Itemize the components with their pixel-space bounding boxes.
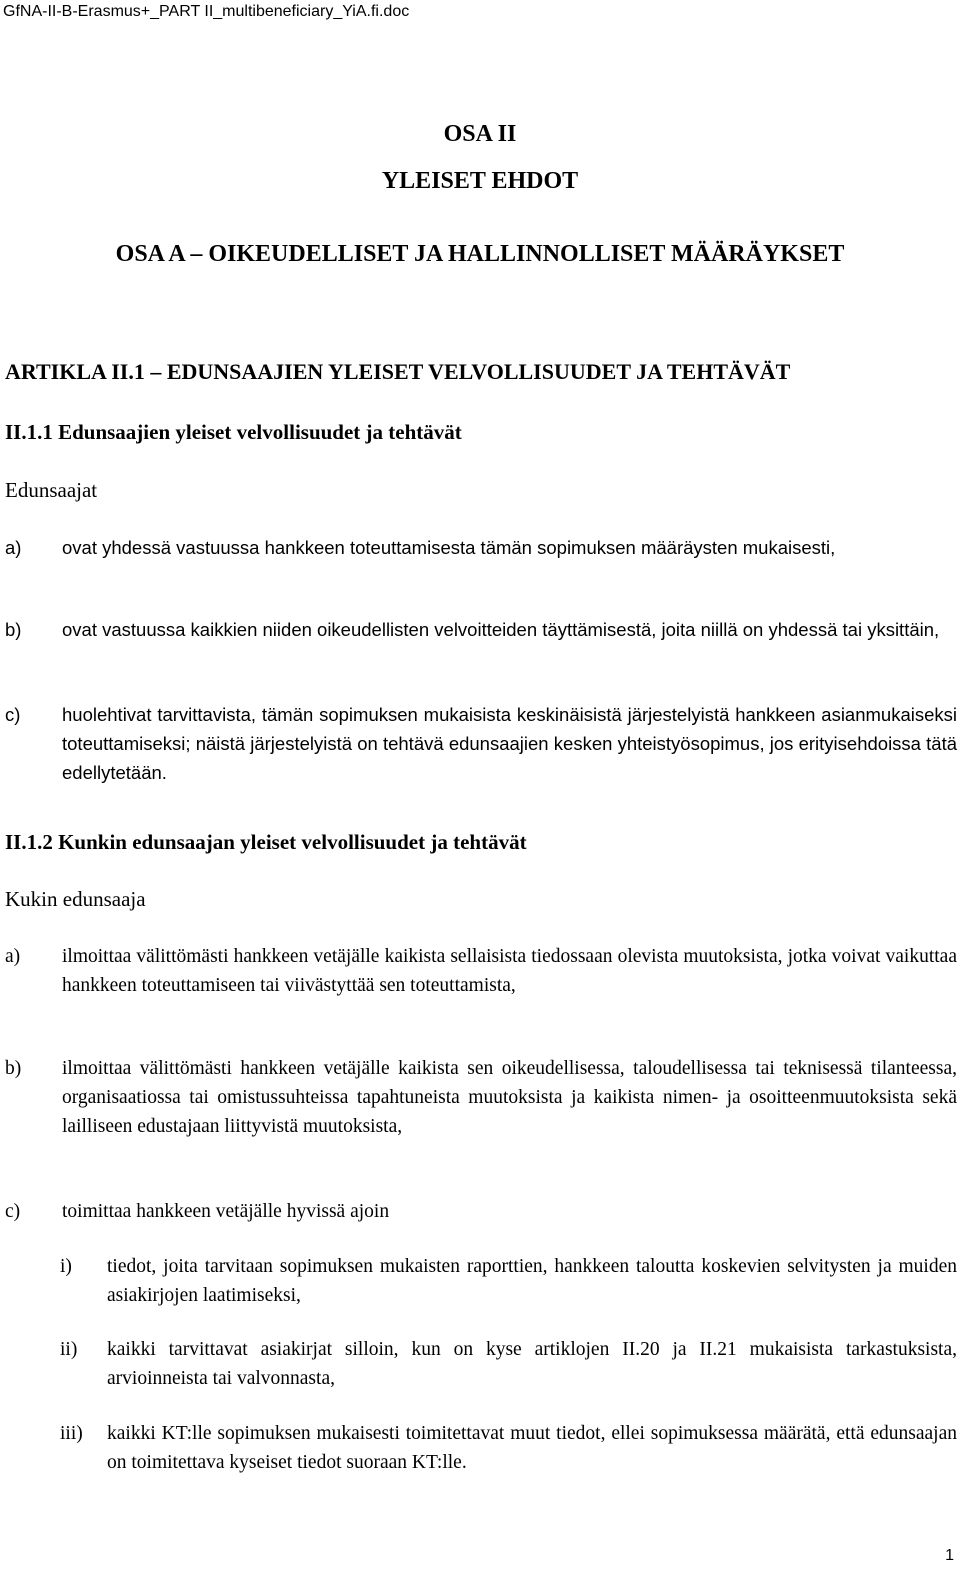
sub-list-item-label: i) xyxy=(60,1256,72,1277)
article-heading: ARTIKLA II.1 – EDUNSAAJIEN YLEISET VELVOLLISUUDET JA TEHTÄVÄT xyxy=(5,359,791,384)
document-filename: GfNA-II-B-Erasmus+_PART II_multibeneficiary_YiA.fi.doc xyxy=(3,3,410,20)
list-item-label: a) xyxy=(5,946,21,967)
subsection-1-intro: Edunsaajat xyxy=(5,478,98,502)
subsection-2-intro: Kukin edunsaaja xyxy=(5,887,146,911)
list-item-text: ovat yhdessä vastuussa hankkeen toteuttamisesta tämän sopimuksen määräysten mukaisesti, xyxy=(62,537,836,558)
list-item-text: ilmoittaa välittömästi hankkeen vetäjälle kaikista sellaisista tiedossaan olevista muutoksista, jotka voivat vaikuttaa hankkeen toteuttamiseen tai viivästyttää sen toteuttamista, xyxy=(62,946,957,996)
sub-list-item-text: kaikki tarvittavat asiakirjat silloin, kun on kyse artiklojen II.20 ja II.21 mukaisista tarkastuksista, arvioinneista tai valvonnasta, xyxy=(107,1339,957,1389)
list-item-label: b) xyxy=(5,1058,22,1079)
list-item-label: c) xyxy=(5,1201,21,1222)
list-item xyxy=(5,700,957,787)
sub-list-item-text: kaikki KT:lle sopimuksen mukaisesti toimitettavat muut tiedot, ellei sopimuksessa määrätä, että edunsaajan on toimitettava kyseiset tiedot suoraan KT:lle. xyxy=(107,1423,957,1473)
sub-list-item xyxy=(60,1335,957,1393)
list-item xyxy=(5,1197,957,1226)
list-item xyxy=(5,533,957,562)
sub-list-item-label: ii) xyxy=(60,1339,78,1360)
sub-list-item-text: tiedot, joita tarvitaan sopimuksen mukaisten raporttien, hankkeen taloutta koskevien selvitysten ja muiden asiakirjojen laatimiseksi, xyxy=(107,1256,957,1306)
sub-list-item xyxy=(60,1252,957,1310)
section-a-title: OSA A – OIKEUDELLISET JA HALLINNOLLISET MÄÄRÄYKSET xyxy=(115,241,845,267)
sub-list-item-label: iii) xyxy=(60,1423,83,1444)
list-item-label: a) xyxy=(5,537,22,558)
list-item xyxy=(5,942,957,1000)
subsection-2-heading: II.1.2 Kunkin edunsaajan yleiset velvollisuudet ja tehtävät xyxy=(5,830,527,854)
list-item-label: c) xyxy=(5,704,21,725)
list-item-text: ilmoittaa välittömästi hankkeen vetäjälle kaikista sen oikeudellisessa, taloudellisessa tai teknisessä tilanteessa, organisaatiossa tai omistussuhteissa tapahtuneista muutoksista ja kaikista nimen- ja osoitteenmuutoksista sekä lailliseen edustajaan liittyvistä muutoksista, xyxy=(62,1058,957,1137)
list-item-label: b) xyxy=(5,619,22,640)
list-item-text: toimittaa hankkeen vetäjälle hyvissä ajoin xyxy=(62,1201,390,1222)
general-conditions-title: YLEISET EHDOT xyxy=(381,168,579,194)
list-item xyxy=(5,615,957,644)
sub-list-item xyxy=(60,1419,957,1477)
list-item xyxy=(5,1054,957,1141)
list-item-text: huolehtivat tarvittavista, tämän sopimuksen mukaisista keskinäisistä järjestelyistä hankkeen asianmukaiseksi toteuttamiseksi; näistä järjestelyistä on tehtävä edunsaajien kesken yhteistyösopimus, jos erityisehdoissa tätä edellytetään. xyxy=(62,704,957,783)
page-number: 1 xyxy=(945,1547,954,1564)
list-item-text: ovat vastuussa kaikkien niiden oikeudellisten velvoitteiden täyttämisestä, joita niillä on yhdessä tai yksittäin, xyxy=(62,619,940,640)
part-title: OSA II xyxy=(443,121,517,147)
subsection-1-heading: II.1.1 Edunsaajien yleiset velvollisuudet ja tehtävät xyxy=(5,420,462,444)
